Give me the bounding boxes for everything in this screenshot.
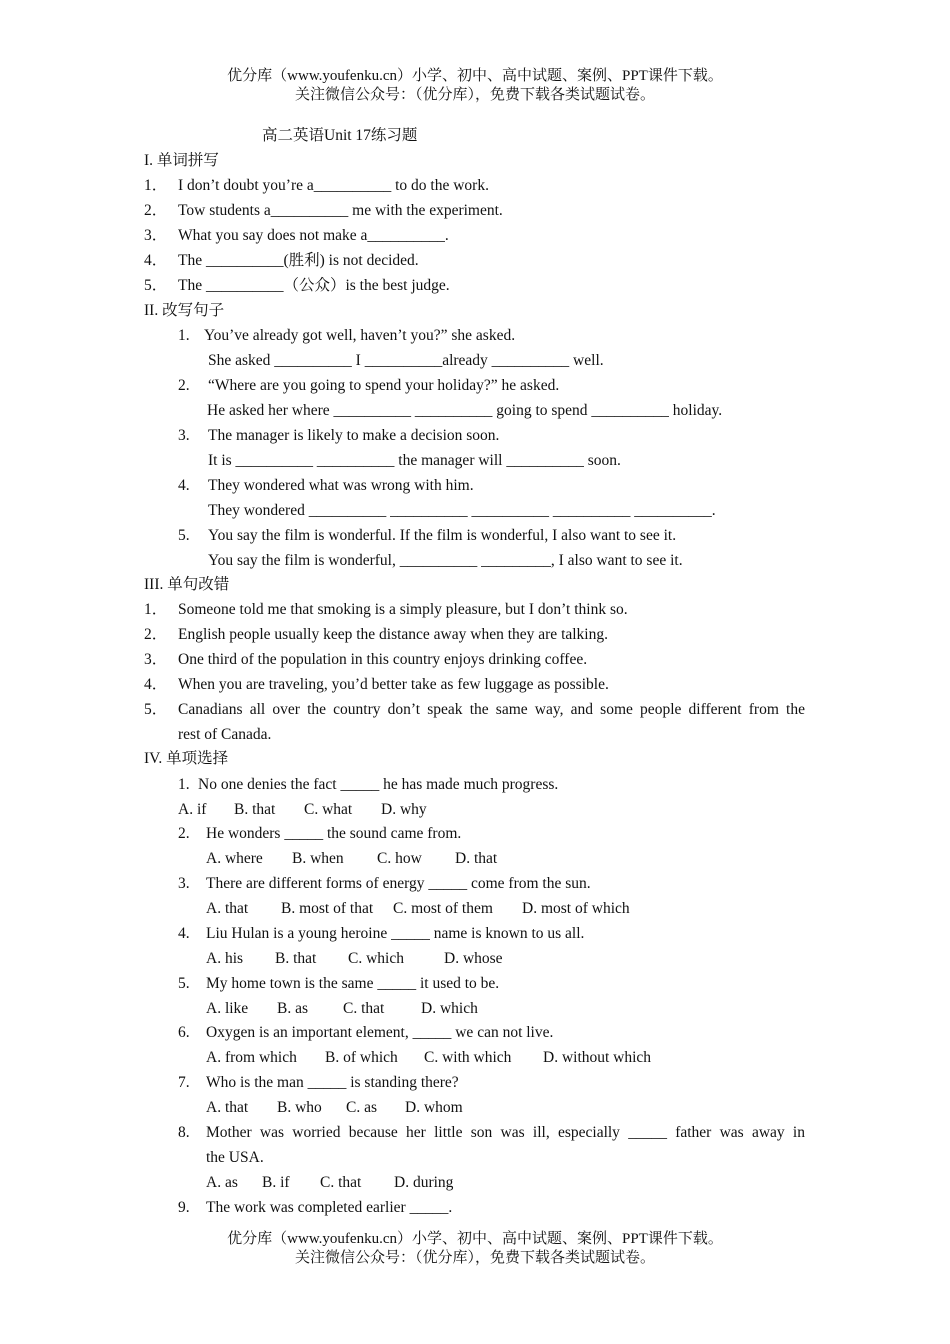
footer-line-1: 优分库（www.youfenku.cn）小学、初中、高中试题、案例、PPT课件下载。 [227, 1231, 723, 1247]
option: A. his [206, 950, 244, 967]
option: A. like [206, 1000, 249, 1017]
question-text: He wonders _____ the sound came from. [206, 825, 462, 842]
option: A. that [206, 1099, 249, 1116]
item-number: 4． [144, 252, 168, 269]
options-row [206, 1047, 651, 1069]
option: C. with which [424, 1049, 512, 1066]
item-number: 8. [178, 1124, 190, 1141]
option: D. whose [444, 950, 503, 967]
item-number: 6. [178, 1024, 190, 1041]
option: B. that [234, 801, 276, 818]
section-3-heading: III. 单句改错 [144, 576, 230, 593]
options-row [206, 848, 497, 870]
options-row [206, 1097, 463, 1119]
list-item: I don’t doubt you’re a__________ to do the work. [178, 177, 489, 194]
option: B. when [292, 850, 344, 867]
item-number: 3. [178, 427, 190, 444]
option: B. if [262, 1174, 290, 1191]
answer-line: It is __________ __________ the manager will __________ soon. [208, 452, 621, 469]
list-item: Canadians all over the country don’t speak the same way, and some people different from the [178, 701, 805, 718]
option: A. where [206, 850, 263, 867]
option: C. that [320, 1174, 362, 1191]
item-number: 1． [144, 601, 168, 618]
option: A. from which [206, 1049, 297, 1066]
option: C. which [348, 950, 404, 967]
list-item: The __________（公众）is the best judge. [178, 277, 450, 294]
list-item: One third of the population in this country enjoys drinking coffee. [178, 651, 588, 668]
option: B. that [275, 950, 317, 967]
option: D. most of which [522, 900, 630, 917]
option: A. as [206, 1174, 238, 1191]
question-text: “Where are you going to spend your holiday?” he asked. [208, 377, 560, 394]
item-number: 2． [144, 626, 168, 643]
list-item: What you say does not make a__________. [178, 227, 449, 244]
question-text: My home town is the same _____ it used to be. [206, 975, 500, 992]
list-item: English people usually keep the distance away when they are talking. [178, 626, 608, 643]
list-item: The __________(胜利) is not decided. [178, 252, 419, 269]
item-number: 3. [178, 875, 190, 892]
question-text: No one denies the fact _____ he has made much progress. [198, 776, 559, 793]
options-row [178, 799, 427, 821]
question-text: Liu Hulan is a young heroine _____ name is known to us all. [206, 925, 585, 942]
option: D. during [394, 1174, 454, 1191]
question-text: Mother was worried because her little son was ill, especially _____ father was away in [206, 1124, 805, 1141]
option: B. of which [325, 1049, 398, 1066]
item-number: 9. [178, 1199, 190, 1216]
item-number: 1． [144, 177, 168, 194]
item-number: 5． [144, 277, 168, 294]
answer-line: They wondered __________ __________ __________ __________ __________. [208, 502, 716, 519]
item-number: 1. [178, 776, 190, 793]
option: D. without which [543, 1049, 652, 1066]
options-row [206, 1172, 453, 1194]
question-text: There are different forms of energy _____ come from the sun. [206, 875, 591, 892]
question-text: The work was completed earlier _____. [206, 1199, 453, 1216]
options-row [206, 948, 503, 970]
option: D. whom [405, 1099, 463, 1116]
option: A. that [206, 900, 249, 917]
item-number: 4. [178, 925, 190, 942]
options-row [206, 998, 478, 1020]
item-number: 5． [144, 701, 168, 718]
section-1-heading: I. 单词拼写 [144, 152, 219, 169]
item-number: 3． [144, 651, 168, 668]
header-line-1: 优分库（www.youfenku.cn）小学、初中、高中试题、案例、PPT课件下载。 [227, 68, 723, 84]
answer-line: He asked her where __________ __________ going to spend __________ holiday. [207, 402, 723, 419]
question-text: The manager is likely to make a decision soon. [208, 427, 500, 444]
option: C. how [377, 850, 422, 867]
item-number: 5. [178, 527, 190, 544]
option: B. as [277, 1000, 308, 1017]
list-item: Tow students a__________ me with the experiment. [178, 202, 503, 219]
item-number: 5. [178, 975, 190, 992]
question-text: Oxygen is an important element, _____ we can not live. [206, 1024, 554, 1041]
question-text: You say the film is wonderful. If the film is wonderful, I also want to see it. [208, 527, 677, 544]
option: C. what [304, 801, 353, 818]
option: D. which [421, 1000, 478, 1017]
item-number: 1. [178, 327, 190, 344]
question-continuation: the USA. [206, 1149, 264, 1166]
item-number: 2. [178, 825, 190, 842]
option: A. if [178, 801, 207, 818]
item-number: 2． [144, 202, 168, 219]
header-line-2: 关注微信公众号：（优分库），免费下载各类试题试卷。 [294, 87, 655, 103]
item-number: 4． [144, 676, 168, 693]
list-item: When you are traveling, you’d better take as few luggage as possible. [178, 676, 609, 693]
option: D. that [455, 850, 498, 867]
option: C. most of them [393, 900, 493, 917]
page-title: 高二英语Unit 17练习题 [262, 127, 418, 144]
option: B. most of that [281, 900, 374, 917]
question-text: Who is the man _____ is standing there? [206, 1074, 459, 1091]
section-4-heading: IV. 单项选择 [144, 750, 229, 767]
option: B. who [277, 1099, 322, 1116]
question-text: They wondered what was wrong with him. [208, 477, 474, 494]
item-number: 3． [144, 227, 168, 244]
question-text: You’ve already got well, haven’t you?” she asked. [204, 327, 516, 344]
option: C. that [343, 1000, 385, 1017]
list-item-continuation: rest of Canada. [178, 726, 272, 743]
answer-line: She asked __________ I __________already __________ well. [208, 352, 604, 369]
section-2-heading: II. 改写句子 [144, 302, 225, 319]
footer-line-2: 关注微信公众号：（优分库），免费下载各类试题试卷。 [294, 1250, 655, 1266]
answer-line: You say the film is wonderful, __________ _________, I also want to see it. [208, 552, 683, 569]
item-number: 7. [178, 1074, 190, 1091]
list-item: Someone told me that smoking is a simply pleasure, but I don’t think so. [178, 601, 628, 618]
option: D. why [381, 801, 427, 818]
options-row [206, 898, 630, 920]
item-number: 2. [178, 377, 190, 394]
option: C. as [346, 1099, 377, 1116]
item-number: 4. [178, 477, 190, 494]
